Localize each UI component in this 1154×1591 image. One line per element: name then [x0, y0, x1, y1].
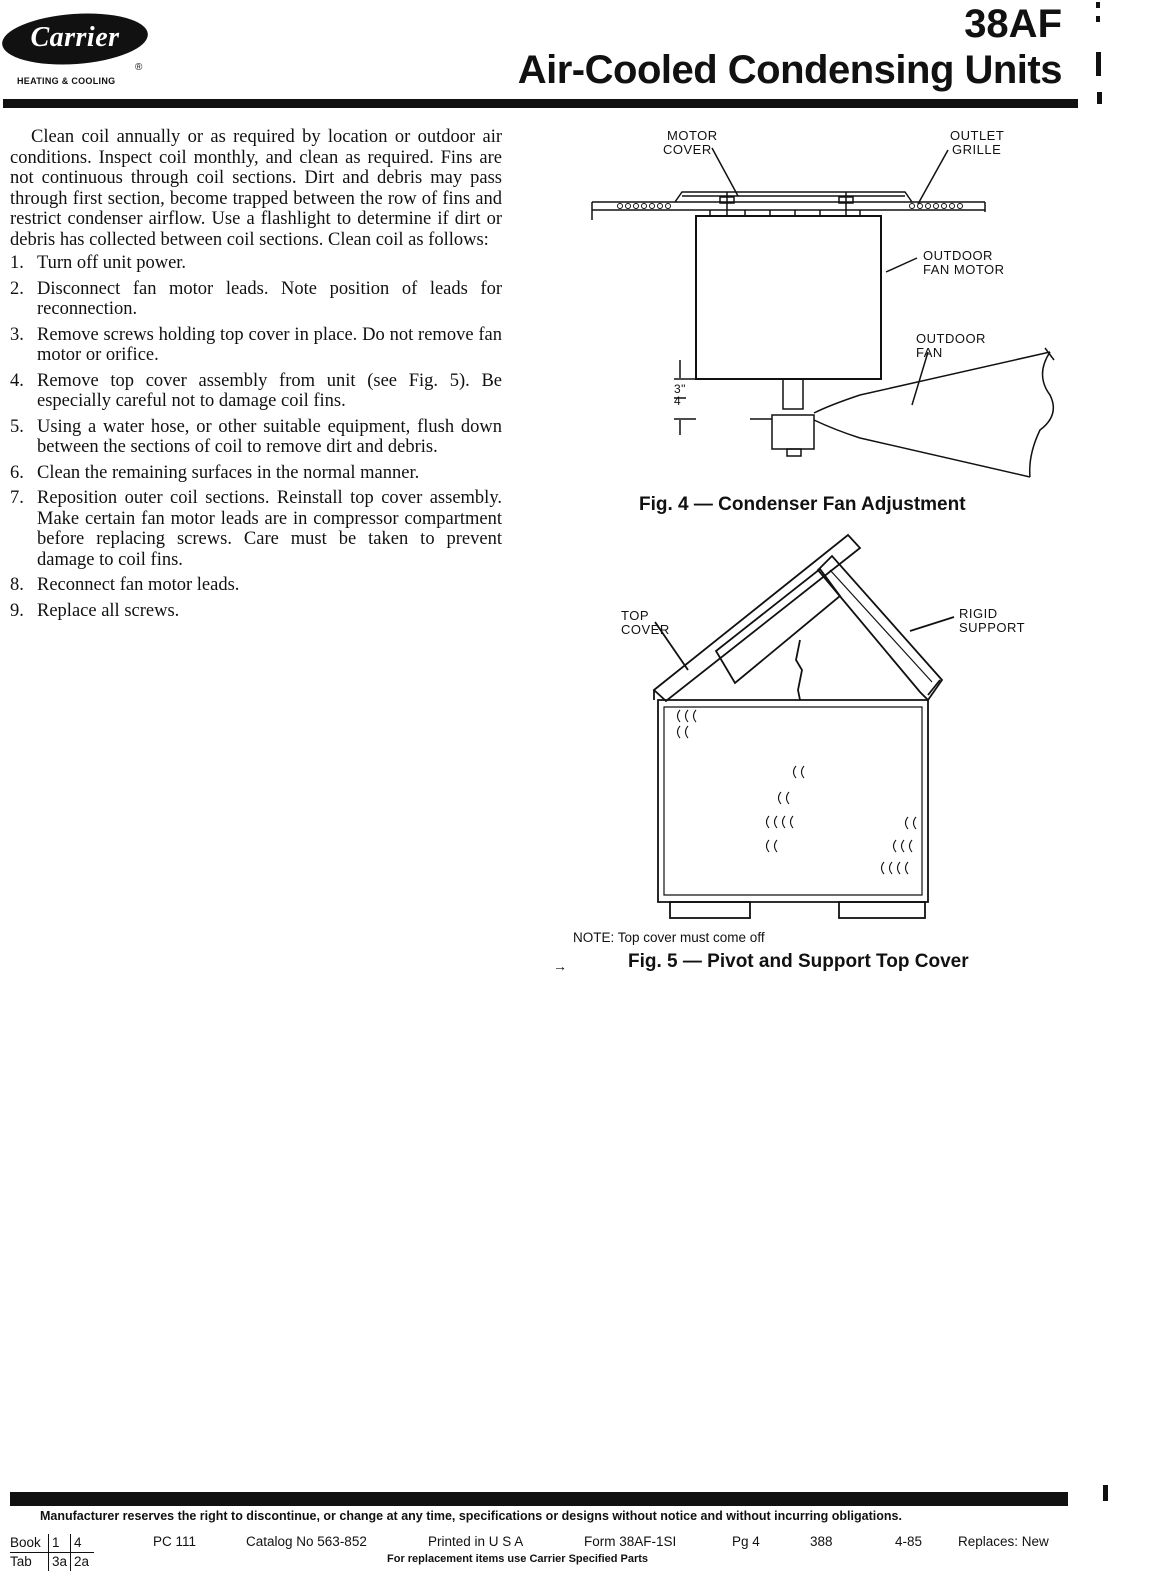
- tab-label: Tab: [10, 1553, 49, 1571]
- fig5-caption: Fig. 5 — Pivot and Support Top Cover: [628, 951, 969, 972]
- label-line: COVER: [621, 622, 670, 637]
- book-value-2: 4: [74, 1535, 82, 1550]
- footer-pc: PC 111: [153, 1534, 197, 1549]
- footer-code: 388: [810, 1534, 833, 1549]
- revision-arrow-icon: →: [553, 958, 567, 974]
- step-number: 7.: [10, 488, 24, 508]
- book-label: Book: [10, 1534, 49, 1552]
- step-number: 6.: [10, 462, 24, 483]
- list-item: [10, 371, 502, 412]
- tab-value-1: 3a: [49, 1553, 71, 1571]
- edge-mark: [1096, 52, 1101, 76]
- footer-date: 4-85: [895, 1534, 923, 1549]
- label-outdoor-fan-motor: [923, 249, 1005, 277]
- step-number: 4.: [10, 370, 24, 391]
- edge-mark: [1096, 16, 1100, 22]
- carrier-logo: [0, 12, 150, 73]
- list-item: [10, 488, 502, 570]
- model-number: 38AF: [964, 2, 1062, 46]
- label-outlet-grille: [950, 129, 1004, 157]
- list-item: [10, 575, 502, 596]
- step-number: 1.: [10, 253, 24, 273]
- label-motor-cover: [663, 129, 718, 157]
- label-line: FAN MOTOR: [923, 262, 1005, 277]
- logo-brand-text: Carrier: [30, 22, 120, 53]
- label-outdoor-fan: [916, 332, 986, 360]
- dim-numerator: 3": [674, 382, 686, 396]
- step-number: 5.: [10, 416, 24, 437]
- logo-tagline: HEATING & COOLING: [17, 76, 116, 86]
- label-line: GRILLE: [952, 142, 1002, 157]
- fig4-fan-diagram: [560, 120, 1080, 510]
- fig5-cover-diagram: [560, 530, 1080, 935]
- header-rule: [3, 99, 1078, 108]
- label-line: SUPPORT: [959, 620, 1026, 635]
- step-number: 9.: [10, 600, 24, 621]
- label-line: RIGID: [959, 606, 998, 621]
- footer-catalog: Catalog No 563-852: [246, 1534, 367, 1549]
- intro-paragraph: Clean coil annually or as required by location or outdoor air conditions. Inspect coil monthly, and clean as required. Fins are not continuous through coil sections. Dirt and debris may pass through first section, become trapped between the row of fins and restrict condenser airflow. Use a flashlight to determine if dirt or debris has collected between coil sections. Clean coil as follows:: [10, 127, 502, 250]
- list-item: [10, 279, 502, 320]
- book-row: [10, 1534, 94, 1553]
- step-number: 8.: [10, 575, 24, 595]
- tab-value-2: 2a: [74, 1554, 90, 1569]
- label-line: MOTOR: [667, 128, 718, 143]
- list-item: [10, 253, 502, 274]
- step-text: Remove top cover assembly from unit (see Fig. 5). Be especially careful not to damage coil fins.: [37, 370, 502, 411]
- footer-page: Pg 4: [732, 1534, 760, 1549]
- book-tab-index: [10, 1534, 94, 1571]
- label-line: OUTDOOR: [916, 331, 986, 346]
- step-text: Turn off unit power.: [37, 253, 187, 273]
- steps-list: [10, 253, 502, 621]
- label-line: COVER: [663, 142, 712, 157]
- list-item: [10, 417, 502, 458]
- label-rigid-support: [959, 607, 1025, 635]
- fig4-caption: Fig. 4 — Condenser Fan Adjustment: [639, 494, 966, 515]
- label-line: OUTLET: [950, 128, 1005, 143]
- label-top-cover: [621, 609, 670, 637]
- label-line: OUTDOOR: [923, 248, 993, 263]
- step-text: Remove screws holding top cover in place. Do not remove fan motor or orifice.: [37, 324, 502, 365]
- edge-mark: [1103, 1485, 1108, 1501]
- dim-denominator: 4: [674, 394, 682, 408]
- page-title: Air-Cooled Condensing Units: [517, 48, 1062, 92]
- step-number: 2.: [10, 278, 24, 299]
- footer-replaces: Replaces: New: [958, 1534, 1049, 1549]
- book-value-1: 1: [49, 1534, 71, 1552]
- step-text: Disconnect fan motor leads. Note position of leads for reconnection.: [37, 278, 502, 319]
- edge-mark: [1097, 92, 1102, 104]
- label-line: FAN: [916, 345, 943, 360]
- footer-printed: Printed in U S A: [428, 1534, 524, 1549]
- tab-row: [10, 1553, 94, 1571]
- step-text: Clean the remaining surfaces in the normal manner.: [37, 462, 420, 483]
- cleaning-instructions: [10, 127, 502, 626]
- step-number: 3.: [10, 324, 24, 345]
- dimension-three-quarter-inch: [674, 383, 686, 407]
- edge-mark: [1096, 2, 1100, 8]
- step-text: Reposition outer coil sections. Reinstall top cover assembly. Make certain fan motor leads are in compressor compartment before replacing screws. Care must be taken to prevent damage to coil fins.: [37, 488, 502, 570]
- footer-rule: [10, 1492, 1068, 1506]
- list-item: [10, 463, 502, 484]
- step-text: Replace all screws.: [37, 600, 180, 621]
- list-item: [10, 601, 502, 622]
- list-item: [10, 325, 502, 366]
- label-line: TOP: [621, 608, 649, 623]
- fig5-note: NOTE: Top cover must come off: [573, 930, 765, 945]
- footer-form: Form 38AF-1SI: [584, 1534, 677, 1549]
- footer-parts-note: For replacement items use Carrier Specified Parts: [387, 1553, 649, 1565]
- step-text: Reconnect fan motor leads.: [37, 575, 240, 595]
- step-text: Using a water hose, or other suitable equipment, flush down between the sections of coil to remove dirt and debris.: [37, 416, 502, 457]
- registered-mark: ®: [135, 62, 143, 73]
- footer-disclaimer: Manufacturer reserves the right to discontinue, or change at any time, specifications or designs without notice and without incurring obligations.: [40, 1509, 902, 1523]
